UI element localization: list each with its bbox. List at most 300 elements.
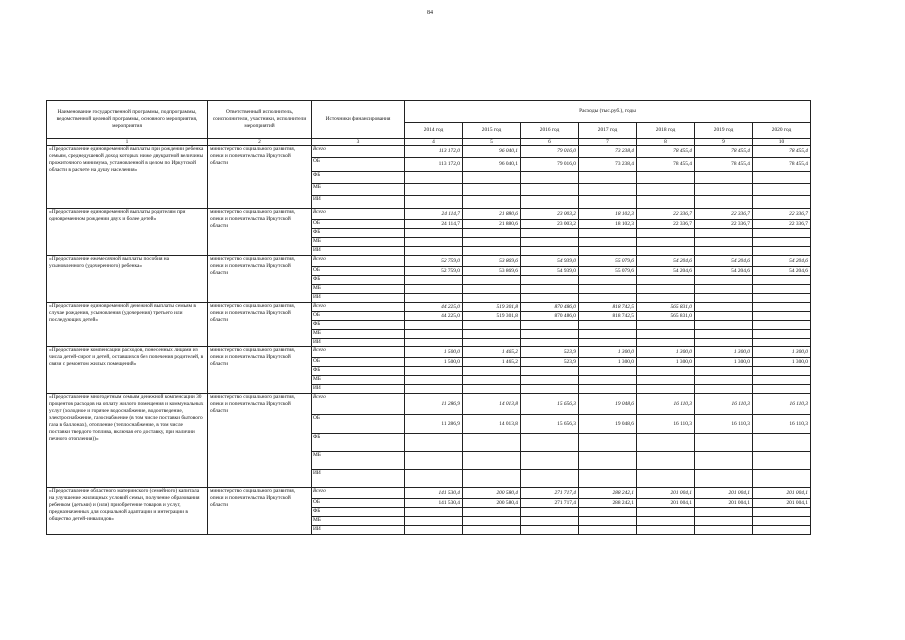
regional-budget-value: 1 300,0 bbox=[753, 358, 811, 367]
total-value: 78 455,4 bbox=[695, 146, 753, 158]
empty-cell bbox=[695, 330, 753, 339]
empty-cell bbox=[753, 184, 811, 196]
column-number: 6 bbox=[521, 139, 579, 146]
total-value: 519 301,8 bbox=[463, 303, 521, 312]
regional-budget-value: 23 003,2 bbox=[521, 220, 579, 229]
empty-cell bbox=[695, 508, 753, 517]
total-value: 1 300,0 bbox=[579, 347, 637, 358]
empty-cell bbox=[753, 526, 811, 535]
measure-executor: министерство социального развития, опеки и попечительства Иркутской области bbox=[208, 303, 312, 347]
column-number: 10 bbox=[753, 139, 811, 146]
measure-description: «Предоставление единовременной выплаты родителям при одновременном рождении двух и более детей» bbox=[47, 209, 208, 256]
empty-cell bbox=[463, 452, 521, 470]
funding-source-label: ОБ bbox=[312, 220, 405, 229]
total-value bbox=[753, 303, 811, 312]
empty-cell bbox=[579, 376, 637, 385]
funding-source-label: Всего bbox=[312, 209, 405, 220]
empty-cell bbox=[405, 367, 463, 376]
empty-cell bbox=[405, 517, 463, 526]
empty-cell bbox=[637, 452, 695, 470]
funding-source-label: ОБ bbox=[312, 415, 405, 434]
funding-source-label: Всего bbox=[312, 256, 405, 267]
empty-cell bbox=[405, 294, 463, 303]
regional-budget-value: 201 004,1 bbox=[637, 499, 695, 508]
total-value: 54 204,6 bbox=[637, 256, 695, 267]
regional-budget-value: 14 013,8 bbox=[463, 415, 521, 434]
total-value: 19 048,6 bbox=[579, 394, 637, 415]
regional-budget-value: 73 238,4 bbox=[579, 158, 637, 172]
empty-cell bbox=[521, 196, 579, 209]
funding-source-label: ИИ bbox=[312, 294, 405, 303]
header-executor: Ответственный исполнитель, соисполнители, участники, исполнители мероприятий bbox=[208, 101, 312, 139]
total-value: 44 225,0 bbox=[405, 303, 463, 312]
total-value: 23 003,2 bbox=[521, 209, 579, 220]
measure-executor: министерство социального развития, опеки и попечительства Иркутской области bbox=[208, 347, 312, 394]
empty-cell bbox=[579, 321, 637, 330]
total-value: 1 300,0 bbox=[637, 347, 695, 358]
empty-cell bbox=[521, 434, 579, 452]
total-value: 16 110,3 bbox=[637, 394, 695, 415]
regional-budget-value: 288 242,1 bbox=[579, 499, 637, 508]
funding-source-label: ФБ bbox=[312, 276, 405, 285]
empty-cell bbox=[637, 196, 695, 209]
empty-cell bbox=[579, 330, 637, 339]
total-value: 18 102,3 bbox=[579, 209, 637, 220]
empty-cell bbox=[405, 172, 463, 184]
empty-cell bbox=[637, 508, 695, 517]
empty-cell bbox=[463, 526, 521, 535]
funding-source-label: МБ bbox=[312, 452, 405, 470]
budget-table bbox=[46, 100, 811, 535]
measure-executor: министерство социального развития, опеки и попечительства Иркутской области bbox=[208, 209, 312, 256]
empty-cell bbox=[579, 229, 637, 238]
regional-budget-value: 21 880,6 bbox=[463, 220, 521, 229]
empty-cell bbox=[753, 276, 811, 285]
empty-cell bbox=[521, 508, 579, 517]
total-value: 200 580,4 bbox=[463, 488, 521, 499]
empty-cell bbox=[463, 470, 521, 488]
empty-cell bbox=[463, 247, 521, 256]
regional-budget-value: 141 530,4 bbox=[405, 499, 463, 508]
header-year: 2017 год bbox=[579, 123, 637, 139]
measure-description: «Предоставление единовременной выплаты при рождении ребенка семьям, среднедушевой доход которых ниже двукратной величины прожиточного минимума, установленной в целом по Иркутской области в расчете на душу населения» bbox=[47, 146, 208, 209]
regional-budget-value: 16 110,3 bbox=[637, 415, 695, 434]
empty-cell bbox=[521, 285, 579, 294]
measure-executor: министерство социального развития, опеки и попечительства Иркутской области bbox=[208, 146, 312, 209]
column-number: 8 bbox=[637, 139, 695, 146]
total-value: 141 530,4 bbox=[405, 488, 463, 499]
regional-budget-value: 201 004,1 bbox=[753, 499, 811, 508]
column-number: 5 bbox=[463, 139, 521, 146]
empty-cell bbox=[637, 294, 695, 303]
empty-cell bbox=[521, 238, 579, 247]
empty-cell bbox=[753, 376, 811, 385]
empty-cell bbox=[521, 247, 579, 256]
total-value: 16 110,3 bbox=[695, 394, 753, 415]
regional-budget-value: 818 742,5 bbox=[579, 312, 637, 321]
column-number: 4 bbox=[405, 139, 463, 146]
empty-cell bbox=[695, 184, 753, 196]
empty-cell bbox=[579, 285, 637, 294]
empty-cell bbox=[405, 508, 463, 517]
regional-budget-value: 15 656,3 bbox=[521, 415, 579, 434]
funding-source-label: ОБ bbox=[312, 158, 405, 172]
empty-cell bbox=[695, 229, 753, 238]
column-number: 2 bbox=[208, 139, 312, 146]
empty-cell bbox=[521, 172, 579, 184]
total-value: 54 939,0 bbox=[521, 256, 579, 267]
measure-description: «Предоставление многодетным семьям денежной компенсации 30 процентов расходов на оплату жилого помещения и коммунальных услуг (холодное и горячее водоснабжение, водоотведение, электроснабжение, газоснабжение (в том числе поставки бытового газа в баллонах), отопление (теплоснабжение, в том числе поставки твердого топлива, включая его доставку, при наличии печного отопления))» bbox=[47, 394, 208, 488]
empty-cell bbox=[463, 321, 521, 330]
empty-cell bbox=[463, 508, 521, 517]
funding-source-label: МБ bbox=[312, 238, 405, 247]
empty-cell bbox=[695, 470, 753, 488]
empty-cell bbox=[579, 196, 637, 209]
empty-cell bbox=[753, 294, 811, 303]
table-row bbox=[47, 394, 811, 415]
empty-cell bbox=[637, 526, 695, 535]
empty-cell bbox=[579, 526, 637, 535]
funding-source-label: Всего bbox=[312, 488, 405, 499]
funding-source-label: ФБ bbox=[312, 508, 405, 517]
regional-budget-value: 24 114,7 bbox=[405, 220, 463, 229]
empty-cell bbox=[753, 517, 811, 526]
empty-cell bbox=[579, 276, 637, 285]
column-number: 9 bbox=[695, 139, 753, 146]
funding-source-label: ОБ bbox=[312, 312, 405, 321]
regional-budget-value: 54 204,6 bbox=[753, 267, 811, 276]
empty-cell bbox=[579, 434, 637, 452]
empty-cell bbox=[695, 321, 753, 330]
empty-cell bbox=[695, 376, 753, 385]
empty-cell bbox=[753, 229, 811, 238]
empty-cell bbox=[405, 339, 463, 347]
total-value: 79 016,0 bbox=[521, 146, 579, 158]
empty-cell bbox=[753, 285, 811, 294]
regional-budget-value: 1 300,0 bbox=[637, 358, 695, 367]
total-value: 1 300,0 bbox=[695, 347, 753, 358]
measure-executor: министерство социального развития, опеки и попечительства Иркутской области bbox=[208, 488, 312, 535]
empty-cell bbox=[463, 172, 521, 184]
total-value: 201 004,1 bbox=[695, 488, 753, 499]
empty-cell bbox=[521, 294, 579, 303]
funding-source-label: МБ bbox=[312, 376, 405, 385]
empty-cell bbox=[579, 294, 637, 303]
header-expenses: Расходы (тыс.руб.), годы bbox=[405, 101, 811, 123]
empty-cell bbox=[405, 229, 463, 238]
column-number-row bbox=[47, 139, 811, 146]
funding-source-label: ФБ bbox=[312, 434, 405, 452]
empty-cell bbox=[753, 385, 811, 394]
column-number: 7 bbox=[579, 139, 637, 146]
regional-budget-value: 53 869,6 bbox=[463, 267, 521, 276]
empty-cell bbox=[637, 385, 695, 394]
empty-cell bbox=[405, 385, 463, 394]
empty-cell bbox=[695, 294, 753, 303]
funding-source-label: МБ bbox=[312, 517, 405, 526]
empty-cell bbox=[637, 434, 695, 452]
funding-source-label: Всего bbox=[312, 303, 405, 312]
total-value: 271 717,4 bbox=[521, 488, 579, 499]
regional-budget-value: 113 172,0 bbox=[405, 158, 463, 172]
empty-cell bbox=[637, 517, 695, 526]
empty-cell bbox=[405, 321, 463, 330]
funding-source-label: МБ bbox=[312, 330, 405, 339]
total-value: 55 079,6 bbox=[579, 256, 637, 267]
empty-cell bbox=[637, 321, 695, 330]
regional-budget-value: 22 336,7 bbox=[637, 220, 695, 229]
funding-source-label: Всего bbox=[312, 394, 405, 415]
measure-executor: министерство социального развития, опеки и попечительства Иркутской области bbox=[208, 394, 312, 488]
regional-budget-value: 201 004,1 bbox=[695, 499, 753, 508]
header-year: 2014 год bbox=[405, 123, 463, 139]
table-row bbox=[47, 347, 811, 358]
empty-cell bbox=[695, 339, 753, 347]
funding-source-label: ИИ bbox=[312, 196, 405, 209]
empty-cell bbox=[405, 452, 463, 470]
empty-cell bbox=[753, 508, 811, 517]
empty-cell bbox=[521, 470, 579, 488]
empty-cell bbox=[579, 172, 637, 184]
empty-cell bbox=[753, 196, 811, 209]
empty-cell bbox=[695, 517, 753, 526]
empty-cell bbox=[753, 330, 811, 339]
empty-cell bbox=[637, 330, 695, 339]
funding-source-label: ИИ bbox=[312, 526, 405, 535]
measure-description: «Предоставление областного материнского (семейного) капитала на улучшение жилищных условий семьи, получение образования ребенком (детьми) и (или) приобретение товаров и услуг, предназначенных для социальной адаптации и интеграции в общество детей-инвалидов» bbox=[47, 488, 208, 535]
measure-description: «Предоставление компенсации расходов, понесенных лицами из числа детей-сирот и детей, оставшихся без попечения родителей, в связи с ремонтом жилых помещений» bbox=[47, 347, 208, 394]
empty-cell bbox=[405, 184, 463, 196]
regional-budget-value: 1 465,2 bbox=[463, 358, 521, 367]
total-value: 288 242,1 bbox=[579, 488, 637, 499]
regional-budget-value: 271 717,4 bbox=[521, 499, 579, 508]
empty-cell bbox=[405, 470, 463, 488]
empty-cell bbox=[521, 385, 579, 394]
funding-source-label: МБ bbox=[312, 285, 405, 294]
empty-cell bbox=[521, 367, 579, 376]
regional-budget-value: 1 500,0 bbox=[405, 358, 463, 367]
header-year: 2015 год bbox=[463, 123, 521, 139]
regional-budget-value: 16 110,3 bbox=[753, 415, 811, 434]
funding-source-label: ИИ bbox=[312, 385, 405, 394]
empty-cell bbox=[753, 247, 811, 256]
table-row bbox=[47, 209, 811, 220]
empty-cell bbox=[579, 517, 637, 526]
table-row bbox=[47, 488, 811, 499]
empty-cell bbox=[463, 238, 521, 247]
empty-cell bbox=[637, 376, 695, 385]
empty-cell bbox=[637, 339, 695, 347]
funding-source-label: ИИ bbox=[312, 339, 405, 347]
empty-cell bbox=[695, 172, 753, 184]
total-value: 22 336,7 bbox=[637, 209, 695, 220]
regional-budget-value: 78 455,4 bbox=[637, 158, 695, 172]
funding-source-label: ОБ bbox=[312, 358, 405, 367]
empty-cell bbox=[695, 367, 753, 376]
empty-cell bbox=[463, 285, 521, 294]
empty-cell bbox=[695, 385, 753, 394]
total-value: 11 286,9 bbox=[405, 394, 463, 415]
total-value: 54 204,6 bbox=[695, 256, 753, 267]
empty-cell bbox=[463, 330, 521, 339]
regional-budget-value: 11 286,9 bbox=[405, 415, 463, 434]
funding-source-label: ФБ bbox=[312, 229, 405, 238]
empty-cell bbox=[405, 434, 463, 452]
regional-budget-value: 78 455,4 bbox=[695, 158, 753, 172]
total-value: 52 759,0 bbox=[405, 256, 463, 267]
empty-cell bbox=[695, 526, 753, 535]
table-header bbox=[47, 101, 811, 139]
measure-executor: министерство социального развития, опеки и попечительства Иркутской области bbox=[208, 256, 312, 303]
empty-cell bbox=[579, 184, 637, 196]
empty-cell bbox=[579, 247, 637, 256]
empty-cell bbox=[695, 196, 753, 209]
regional-budget-value: 44 225,0 bbox=[405, 312, 463, 321]
empty-cell bbox=[579, 470, 637, 488]
empty-cell bbox=[405, 238, 463, 247]
header-program-name: Наименование государственной программы, подпрограммы, ведомственной целевой программы, основного мероприятия, мероприятия bbox=[47, 101, 208, 139]
regional-budget-value: 54 204,6 bbox=[637, 267, 695, 276]
measure-description: «Предоставление ежемесячной выплаты пособия на усыновленного (удочеренного) ребенка» bbox=[47, 256, 208, 303]
empty-cell bbox=[637, 470, 695, 488]
empty-cell bbox=[521, 184, 579, 196]
funding-source-label: ОБ bbox=[312, 267, 405, 276]
total-value: 565 831,0 bbox=[637, 303, 695, 312]
empty-cell bbox=[463, 196, 521, 209]
total-value: 1 300,0 bbox=[753, 347, 811, 358]
empty-cell bbox=[753, 172, 811, 184]
total-value: 53 869,6 bbox=[463, 256, 521, 267]
empty-cell bbox=[463, 434, 521, 452]
empty-cell bbox=[521, 321, 579, 330]
regional-budget-value: 22 336,7 bbox=[695, 220, 753, 229]
total-value: 818 742,5 bbox=[579, 303, 637, 312]
total-value: 1 465,2 bbox=[463, 347, 521, 358]
regional-budget-value: 22 336,7 bbox=[753, 220, 811, 229]
regional-budget-value: 79 016,0 bbox=[521, 158, 579, 172]
table-row bbox=[47, 256, 811, 267]
regional-budget-value: 55 079,6 bbox=[579, 267, 637, 276]
header-funding-source: Источники финансирования bbox=[312, 101, 405, 139]
empty-cell bbox=[753, 339, 811, 347]
empty-cell bbox=[405, 196, 463, 209]
header-year: 2016 год bbox=[521, 123, 579, 139]
empty-cell bbox=[753, 238, 811, 247]
regional-budget-value: 523,9 bbox=[521, 358, 579, 367]
empty-cell bbox=[637, 229, 695, 238]
empty-cell bbox=[405, 285, 463, 294]
total-value: 54 204,6 bbox=[753, 256, 811, 267]
empty-cell bbox=[521, 229, 579, 238]
regional-budget-value bbox=[753, 312, 811, 321]
empty-cell bbox=[637, 367, 695, 376]
empty-cell bbox=[463, 294, 521, 303]
empty-cell bbox=[463, 184, 521, 196]
regional-budget-value: 519 301,8 bbox=[463, 312, 521, 321]
total-value: 1 500,0 bbox=[405, 347, 463, 358]
table-row bbox=[47, 303, 811, 312]
empty-cell bbox=[753, 434, 811, 452]
empty-cell bbox=[521, 330, 579, 339]
empty-cell bbox=[463, 339, 521, 347]
empty-cell bbox=[753, 367, 811, 376]
funding-source-label: Всего bbox=[312, 146, 405, 158]
regional-budget-value: 54 939,0 bbox=[521, 267, 579, 276]
empty-cell bbox=[753, 321, 811, 330]
empty-cell bbox=[521, 526, 579, 535]
page-number: 84 bbox=[427, 10, 433, 16]
total-value: 201 004,1 bbox=[637, 488, 695, 499]
funding-source-label: ИИ bbox=[312, 247, 405, 256]
regional-budget-value: 52 759,0 bbox=[405, 267, 463, 276]
empty-cell bbox=[579, 339, 637, 347]
header-year: 2020 год bbox=[753, 123, 811, 139]
empty-cell bbox=[753, 470, 811, 488]
empty-cell bbox=[463, 229, 521, 238]
empty-cell bbox=[753, 452, 811, 470]
empty-cell bbox=[579, 238, 637, 247]
funding-source-label: Всего bbox=[312, 347, 405, 358]
regional-budget-value: 16 110,3 bbox=[695, 415, 753, 434]
funding-source-label: ФБ bbox=[312, 321, 405, 330]
empty-cell bbox=[463, 517, 521, 526]
total-value: 22 336,7 bbox=[695, 209, 753, 220]
empty-cell bbox=[637, 285, 695, 294]
regional-budget-value: 18 102,3 bbox=[579, 220, 637, 229]
funding-source-label: ИИ bbox=[312, 470, 405, 488]
column-number: 3 bbox=[312, 139, 405, 146]
empty-cell bbox=[521, 517, 579, 526]
empty-cell bbox=[521, 276, 579, 285]
total-value: 96 040,1 bbox=[463, 146, 521, 158]
empty-cell bbox=[521, 339, 579, 347]
measure-description: «Предоставление единовременной денежной выплаты семьям в случае рождения, усыновления (удочерения) третьего или последующих детей» bbox=[47, 303, 208, 347]
regional-budget-value: 96 040,1 bbox=[463, 158, 521, 172]
regional-budget-value: 200 580,4 bbox=[463, 499, 521, 508]
empty-cell bbox=[579, 385, 637, 394]
empty-cell bbox=[463, 367, 521, 376]
regional-budget-value: 1 300,0 bbox=[695, 358, 753, 367]
funding-source-label: ФБ bbox=[312, 172, 405, 184]
total-value: 870 486,0 bbox=[521, 303, 579, 312]
total-value: 523,9 bbox=[521, 347, 579, 358]
total-value: 78 455,4 bbox=[753, 146, 811, 158]
empty-cell bbox=[405, 376, 463, 385]
empty-cell bbox=[695, 285, 753, 294]
empty-cell bbox=[405, 526, 463, 535]
empty-cell bbox=[405, 247, 463, 256]
empty-cell bbox=[579, 367, 637, 376]
regional-budget-value: 1 300,0 bbox=[579, 358, 637, 367]
total-value: 78 455,4 bbox=[637, 146, 695, 158]
empty-cell bbox=[695, 434, 753, 452]
empty-cell bbox=[637, 276, 695, 285]
regional-budget-value: 78 455,4 bbox=[753, 158, 811, 172]
empty-cell bbox=[637, 238, 695, 247]
regional-budget-value bbox=[695, 312, 753, 321]
total-value: 21 880,6 bbox=[463, 209, 521, 220]
regional-budget-value: 54 204,6 bbox=[695, 267, 753, 276]
empty-cell bbox=[637, 172, 695, 184]
table-row bbox=[47, 146, 811, 158]
total-value: 15 656,3 bbox=[521, 394, 579, 415]
funding-source-label: МБ bbox=[312, 184, 405, 196]
total-value: 201 004,1 bbox=[753, 488, 811, 499]
empty-cell bbox=[637, 184, 695, 196]
funding-source-label: ФБ bbox=[312, 367, 405, 376]
total-value: 16 110,3 bbox=[753, 394, 811, 415]
total-value: 22 336,7 bbox=[753, 209, 811, 220]
